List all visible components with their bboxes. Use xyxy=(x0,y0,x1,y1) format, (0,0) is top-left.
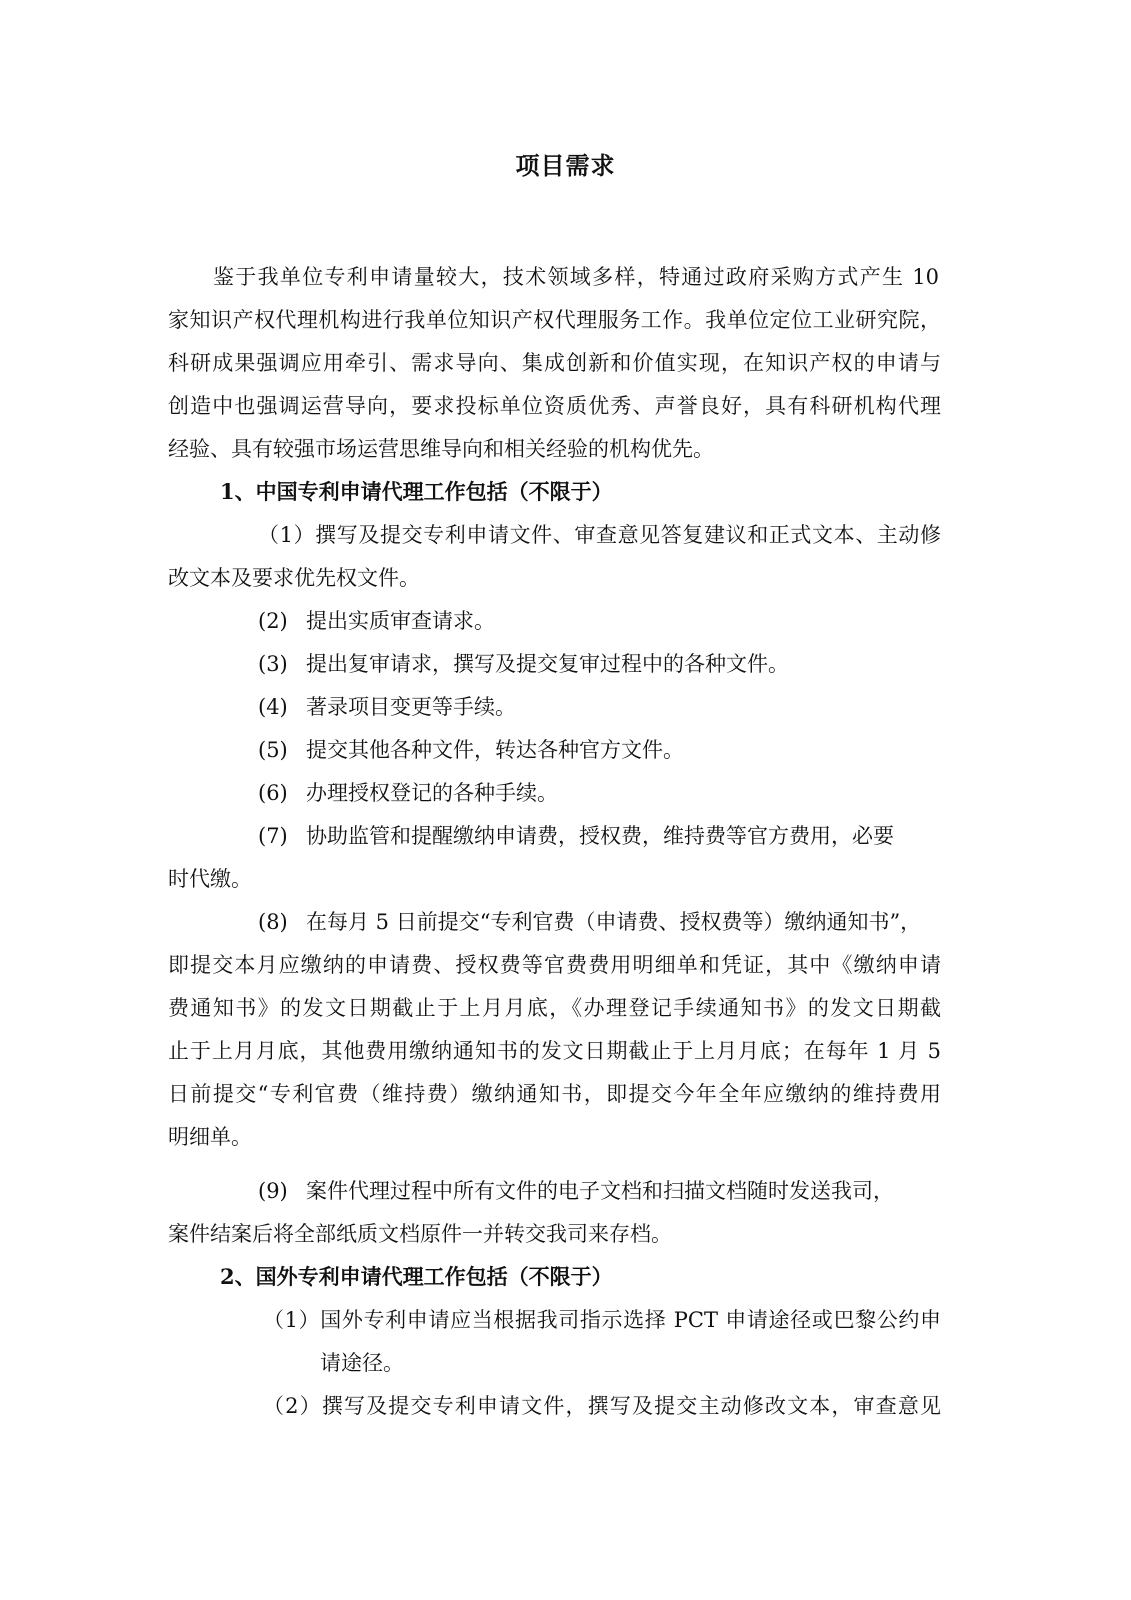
intro-line-4: 创造中也强调运营导向，要求投标单位资质优秀、声誉良好，具有科研机构代理 xyxy=(168,394,941,418)
item-text: 案件代理过程中所有文件的电子文档和扫描文档随时发送我司， xyxy=(306,1179,894,1203)
item-text: 办理授权登记的各种手续。 xyxy=(306,781,558,805)
intro-line-5: 经验、具有较强市场运营思维导向和相关经验的机构优先。 xyxy=(168,437,714,461)
section1-item7 xyxy=(258,821,894,851)
section1-item4 xyxy=(258,692,516,722)
item-number: (9) xyxy=(258,1179,288,1203)
page-title: 项目需求 xyxy=(515,151,616,180)
item-number: (4) xyxy=(258,695,288,719)
section1-item8-cont-2: 费通知书》的发文日期截止于上月月底，《办理登记手续通知书》的发文日期截 xyxy=(168,996,941,1020)
item-number: (8) xyxy=(258,910,288,934)
section2-heading: 2、国外专利申请代理工作包括（不限于） xyxy=(220,1264,613,1289)
section1-item7-cont: 时代缴。 xyxy=(168,867,252,891)
intro-line-1: 鉴于我单位专利申请量较大，技术领域多样，特通过政府采购方式产生 10 xyxy=(213,265,939,289)
section1-item6 xyxy=(258,778,558,808)
item-number: (5) xyxy=(258,738,288,762)
intro-line-2: 家知识产权代理机构进行我单位知识产权代理服务工作。我单位定位工业研究院， xyxy=(168,308,941,332)
item-text: 提交其他各种文件，转达各种官方文件。 xyxy=(306,738,684,762)
section1-item9-cont: 案件结案后将全部纸质文档原件一并转交我司来存档。 xyxy=(168,1222,672,1246)
item-text: 提出实质审查请求。 xyxy=(306,609,495,633)
item-number: (6) xyxy=(258,781,288,805)
section1-heading: 1、中国专利申请代理工作包括（不限于） xyxy=(220,479,613,504)
item-text: 协助监管和提醒缴纳申请费，授权费，维持费等官方费用，必要 xyxy=(306,824,894,848)
item-number: (7) xyxy=(258,824,288,848)
section2-item1-line1: （1）国外专利申请应当根据我司指示选择 PCT 申请途径或巴黎公约申 xyxy=(263,1308,941,1332)
section1-item1-line1: （1）撰写及提交专利申请文件、审查意见答复建议和正式文本、主动修 xyxy=(258,523,941,547)
item-number: (2) xyxy=(258,609,288,633)
item-text: 著录项目变更等手续。 xyxy=(306,695,516,719)
section1-item8-cont-4: 日前提交“专利官费（维持费）缴纳通知书，即提交今年全年应缴纳的维持费用 xyxy=(168,1082,941,1106)
section2-item1-line2: 请途径。 xyxy=(320,1351,404,1375)
section1-item8-cont-5: 明细单。 xyxy=(168,1125,252,1149)
section1-item5 xyxy=(258,735,684,765)
section1-item9 xyxy=(258,1176,894,1206)
intro-line-3: 科研成果强调应用牵引、需求导向、集成创新和价值实现，在知识产权的申请与 xyxy=(168,351,941,375)
item-text: 在每月 5 日前提交“专利官费（申请费、授权费等）缴纳通知书”， xyxy=(306,910,922,934)
section1-item8-cont-1: 即提交本月应缴纳的申请费、授权费等官费费用明细单和凭证，其中《缴纳申请 xyxy=(168,953,941,977)
section1-item3 xyxy=(258,649,789,679)
item-number: (3) xyxy=(258,652,288,676)
item-text: 提出复审请求，撰写及提交复审过程中的各种文件。 xyxy=(306,652,789,676)
section1-item2 xyxy=(258,606,495,636)
section1-item8 xyxy=(258,907,921,937)
section2-item2-line1: （2）撰写及提交专利申请文件，撰写及提交主动修改文本，审查意见 xyxy=(263,1394,941,1418)
section1-item1-line2: 改文本及要求优先权文件。 xyxy=(168,566,420,590)
section1-item8-cont-3: 止于上月月底，其他费用缴纳通知书的发文日期截止于上月月底；在每年 1 月 5 xyxy=(168,1039,941,1063)
